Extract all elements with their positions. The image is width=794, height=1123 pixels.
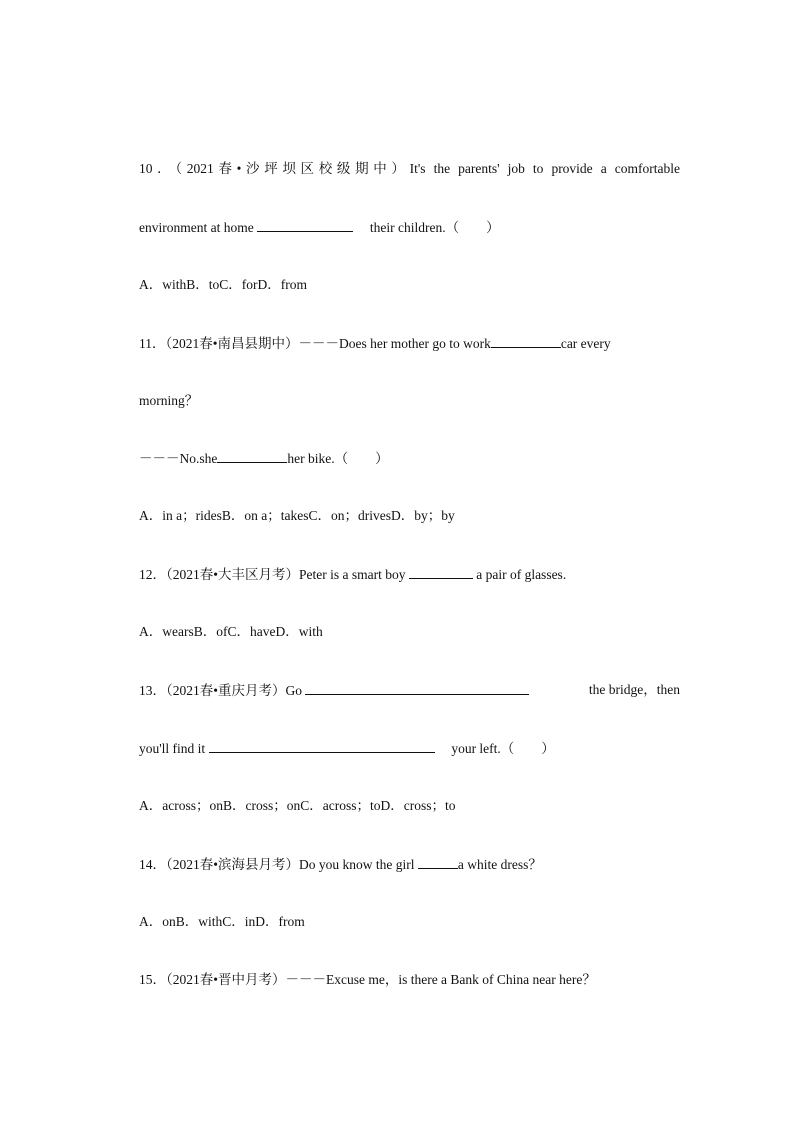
question-15-line-1	[139, 971, 680, 989]
question-11-options	[139, 507, 680, 525]
answer-blank	[257, 218, 353, 232]
answer-blank	[217, 449, 287, 463]
question-12-text-end: a pair of glasses.	[476, 567, 567, 582]
question-11-text-continued: morning？	[139, 393, 199, 408]
question-11-text-start: 11．（2021春•南昌县期中）－－－Does her mother go to work	[139, 336, 491, 351]
answer-blank	[418, 855, 458, 869]
question-10-options	[139, 276, 680, 294]
question-12-text-start: 12．（2021春•大丰区月考）Peter is a smart boy	[139, 567, 406, 582]
question-15-text: 15．（2021春•晋中月考）－－－Excuse me，is there a Bank of China near here？	[139, 972, 596, 987]
question-13-line-2	[139, 739, 680, 758]
answer-blank	[491, 334, 561, 348]
question-11-response-start: －－－No.she	[139, 451, 218, 466]
question-10-text-end: their children.（ ）	[369, 220, 500, 235]
question-14-options	[139, 913, 680, 931]
question-11-response-end: her bike.（ ）	[287, 451, 389, 466]
question-13-text-end-2: your left.（ ）	[451, 741, 555, 756]
question-10-text: 10．（2021春•沙坪坝区校级期中）It's the parents' job to provide a comfortable	[139, 161, 680, 176]
question-13-text-start: 13．（2021春•重庆月考）Go	[139, 683, 302, 698]
answer-blank	[305, 681, 529, 695]
question-14-line-1	[139, 855, 680, 874]
question-14-text-end: a white dress？	[457, 857, 542, 872]
question-12-options-text: A．wearsB．ofC．haveD．with	[139, 624, 323, 639]
question-10-line-2	[139, 218, 680, 237]
question-11-line-3	[139, 449, 680, 468]
question-13-options-text: A．across；onB．cross；onC．across；toD．cross；to	[139, 798, 456, 813]
question-10-options-text: A．withB．toC．forD．from	[139, 277, 307, 292]
question-14-text-start: 14．（2021春•滨海县月考）Do you know the girl	[139, 857, 415, 872]
question-11-line-1	[139, 334, 680, 353]
question-13-text-end: the bridge，then	[588, 682, 680, 697]
question-12-line-1	[139, 565, 680, 584]
answer-blank	[409, 565, 473, 579]
question-10-text-start: environment at home	[139, 220, 254, 235]
question-13-line-1	[139, 681, 680, 700]
question-13-text-continued: you'll find it	[139, 741, 206, 756]
question-10-line-1	[139, 160, 680, 178]
question-12-options	[139, 623, 680, 641]
answer-blank	[209, 739, 435, 753]
question-13-options	[139, 797, 680, 815]
question-11-line-2	[139, 392, 680, 410]
question-14-options-text: A．onB．withC．inD．from	[139, 914, 305, 929]
question-11-text-end: car every	[560, 336, 611, 351]
question-11-options-text: A．in a；ridesB．on a；takesC．on；drivesD．by；by	[139, 508, 455, 523]
